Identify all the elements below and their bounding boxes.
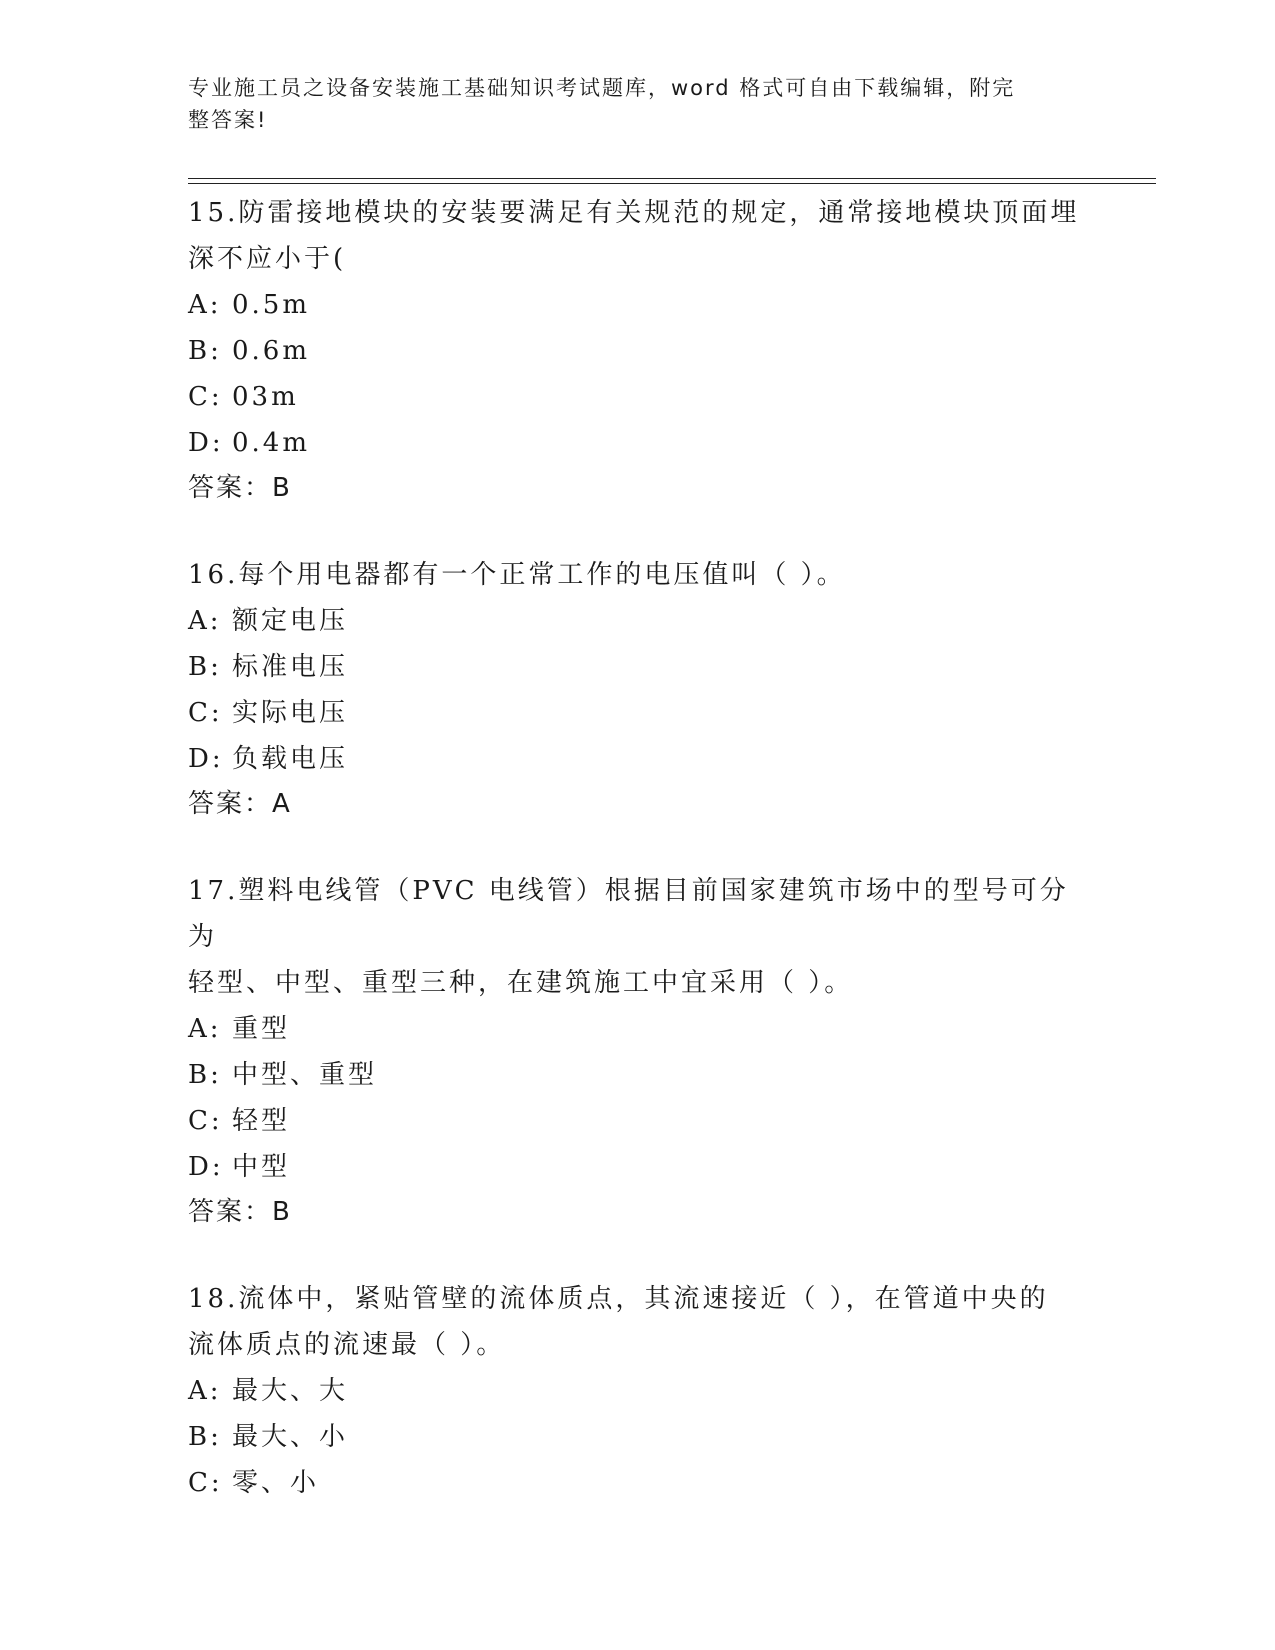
option-letter: A:	[188, 1376, 222, 1406]
question-text-line: 轻型、中型、重型三种，在建筑施工中宜采用（ ）。	[188, 968, 854, 998]
option-text: 额定电压	[232, 606, 349, 636]
option-text: 重型	[232, 1014, 291, 1044]
option-letter: A:	[188, 1014, 222, 1044]
option-letter: A:	[188, 606, 222, 636]
option-d	[188, 420, 1088, 466]
answer-line: 答案：A	[188, 789, 292, 819]
question-text-line: 18.流体中，紧贴管壁的流体质点，其流速接近（ ），在管道中央的	[188, 1284, 1049, 1314]
option-a	[188, 1006, 1088, 1052]
option-text: 中型	[232, 1152, 291, 1182]
answer-line: 答案：B	[188, 473, 292, 503]
document-header	[188, 72, 1068, 136]
option-d	[188, 1144, 1088, 1190]
header-title-line-2: 整答案!	[188, 108, 268, 132]
option-b	[188, 1414, 1088, 1460]
option-letter: A:	[188, 290, 222, 320]
option-text: 最大、大	[232, 1376, 349, 1406]
option-text: 零、小	[232, 1468, 320, 1498]
option-b	[188, 328, 1088, 374]
option-text: 负载电压	[232, 744, 349, 774]
option-text: 最大、小	[232, 1422, 349, 1452]
question-text-line: 16.每个用电器都有一个正常工作的电压值叫（ ）。	[188, 560, 846, 590]
option-c	[188, 1460, 1088, 1506]
option-text: 标准电压	[232, 652, 349, 682]
header-divider-bottom	[188, 183, 1156, 184]
option-text: 0.5m	[232, 290, 311, 320]
option-letter: C:	[188, 698, 223, 728]
question-15	[188, 190, 1088, 510]
option-a	[188, 282, 1088, 328]
question-17	[188, 868, 1088, 1234]
option-letter: B:	[188, 1422, 222, 1452]
option-letter: C:	[188, 382, 223, 412]
question-text-line: 深不应小于(	[188, 244, 347, 274]
option-text: 中型、重型	[232, 1060, 378, 1090]
option-c	[188, 1098, 1088, 1144]
option-text: 轻型	[232, 1106, 291, 1136]
option-d	[188, 736, 1088, 782]
option-c	[188, 690, 1088, 736]
option-b	[188, 644, 1088, 690]
option-text: 实际电压	[232, 698, 349, 728]
question-list	[188, 190, 1088, 1548]
option-letter: C:	[188, 1106, 223, 1136]
header-title-line-1: 专业施工员之设备安装施工基础知识考试题库，word 格式可自由下载编辑，附完	[188, 76, 1016, 100]
option-letter: D:	[188, 428, 224, 458]
option-a	[188, 598, 1088, 644]
option-b	[188, 1052, 1088, 1098]
option-c	[188, 374, 1088, 420]
option-letter: B:	[188, 652, 222, 682]
option-letter: B:	[188, 1060, 222, 1090]
option-letter: B:	[188, 336, 222, 366]
answer-line: 答案：B	[188, 1197, 292, 1227]
question-text-line: 15.防雷接地模块的安装要满足有关规范的规定，通常接地模块顶面埋	[188, 198, 1080, 228]
option-text: 03m	[232, 382, 299, 412]
question-18	[188, 1276, 1088, 1506]
option-text: 0.4m	[232, 428, 311, 458]
option-text: 0.6m	[232, 336, 311, 366]
question-16	[188, 552, 1088, 826]
option-letter: C:	[188, 1468, 223, 1498]
option-letter: D:	[188, 1152, 224, 1182]
question-text-line: 流体质点的流速最（ ）。	[188, 1330, 506, 1360]
option-letter: D:	[188, 744, 224, 774]
option-a	[188, 1368, 1088, 1414]
question-text-line: 17.塑料电线管（PVC 电线管）根据目前国家建筑市场中的型号可分为	[188, 876, 1069, 952]
header-divider-top	[188, 178, 1156, 179]
